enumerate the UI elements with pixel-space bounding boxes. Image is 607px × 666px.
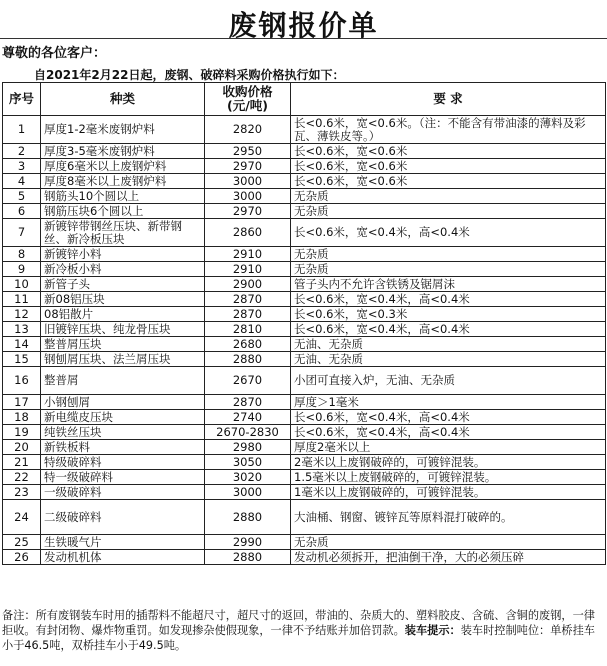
row-requirement: 厚度2毫米以上 xyxy=(291,440,606,455)
table-row xyxy=(3,440,606,455)
table-row xyxy=(3,189,606,204)
note-text: 备注：所有废钢装车时用的插帮料不能超尺寸，超尺寸的返回，带油的、杂质大的、塑料胶皮、含硫、含铜的废钢，一律拒收。有封闭物、爆炸物重罚。如发现掺杂使假现象，一律不予结账并加倍罚款。 xyxy=(2,609,595,637)
row-number: 17 xyxy=(3,395,41,410)
row-number: 6 xyxy=(3,204,41,219)
row-price: 3000 xyxy=(205,189,291,204)
row-price: 2870 xyxy=(205,292,291,307)
table-row xyxy=(3,204,606,219)
row-type: 特级破碎料 xyxy=(41,455,205,470)
row-requirement: 长<0.6米，宽<0.6米 xyxy=(291,159,606,174)
row-number: 9 xyxy=(3,262,41,277)
header-price: 收购价格 (元/吨) xyxy=(205,83,291,116)
row-type: 特一级破碎料 xyxy=(41,470,205,485)
page-title: 废钢报价单 xyxy=(228,9,379,42)
row-type: 生铁暖气片 xyxy=(41,535,205,550)
table-row xyxy=(3,307,606,322)
row-type: 新电缆皮压块 xyxy=(41,410,205,425)
table-header-row xyxy=(3,83,606,116)
row-price: 2880 xyxy=(205,352,291,367)
table-row xyxy=(3,322,606,337)
row-requirement: 发动机必须拆开，把油倒干净，大的必须压碎 xyxy=(291,550,606,565)
header-type: 种类 xyxy=(41,83,205,116)
table-row xyxy=(3,470,606,485)
row-price: 2990 xyxy=(205,535,291,550)
footer-note xyxy=(2,608,603,653)
row-requirement: 长<0.6米，宽<0.4米，高<0.4米 xyxy=(291,410,606,425)
row-type: 厚度3-5毫米废钢炉料 xyxy=(41,144,205,159)
row-requirement: 2毫米以上废钢破碎的，可镀锌混装。 xyxy=(291,455,606,470)
row-requirement: 厚度＞1毫米 xyxy=(291,395,606,410)
greeting: 尊敬的各位客户： xyxy=(2,46,107,61)
row-requirement: 长<0.6米，宽<0.6米。（注：不能含有带油漆的薄料及彩瓦、薄铁皮等。） xyxy=(291,116,606,144)
row-number: 20 xyxy=(3,440,41,455)
row-number: 1 xyxy=(3,116,41,144)
row-number: 21 xyxy=(3,455,41,470)
table-row xyxy=(3,277,606,292)
row-requirement: 长<0.6米，宽<0.3米 xyxy=(291,307,606,322)
row-number: 15 xyxy=(3,352,41,367)
row-price: 2810 xyxy=(205,322,291,337)
row-number: 25 xyxy=(3,535,41,550)
row-price: 2970 xyxy=(205,159,291,174)
intro-text: 自2021年2月22日起，废钢、破碎料采购价格执行如下： xyxy=(34,68,345,82)
row-price: 2820 xyxy=(205,116,291,144)
table-body xyxy=(3,116,606,565)
row-type: 发动机机体 xyxy=(41,550,205,565)
row-number: 12 xyxy=(3,307,41,322)
row-number: 19 xyxy=(3,425,41,440)
table-row xyxy=(3,535,606,550)
table-row xyxy=(3,174,606,189)
row-type: 钢刨屑压块、法兰屑压块 xyxy=(41,352,205,367)
header-no: 序号 xyxy=(3,83,41,116)
row-requirement: 大油桶、钢窗、镀锌瓦等原料混打破碎的。 xyxy=(291,500,606,535)
row-number: 23 xyxy=(3,485,41,500)
row-number: 5 xyxy=(3,189,41,204)
row-type: 新镀锌小料 xyxy=(41,247,205,262)
row-price: 2910 xyxy=(205,247,291,262)
row-requirement: 管子头内不允许含铁锈及锯屑沫 xyxy=(291,277,606,292)
row-price: 3000 xyxy=(205,174,291,189)
row-price: 2740 xyxy=(205,410,291,425)
row-type: 钢筋头10个圆以上 xyxy=(41,189,205,204)
row-requirement: 无油、无杂质 xyxy=(291,337,606,352)
tip-text: 装车时控制吨位：单桥挂车小于46.5吨，双桥挂车小于49.5吨。 xyxy=(2,624,595,652)
row-price: 2950 xyxy=(205,144,291,159)
row-requirement: 无杂质 xyxy=(291,262,606,277)
table-row xyxy=(3,550,606,565)
row-number: 4 xyxy=(3,174,41,189)
row-number: 14 xyxy=(3,337,41,352)
price-table xyxy=(2,82,606,565)
table-row xyxy=(3,144,606,159)
row-type: 整普屑压块 xyxy=(41,337,205,352)
row-requirement: 长<0.6米，宽<0.4米，高<0.4米 xyxy=(291,425,606,440)
row-price: 2900 xyxy=(205,277,291,292)
row-requirement: 无杂质 xyxy=(291,247,606,262)
row-number: 24 xyxy=(3,500,41,535)
row-type: 08铝散片 xyxy=(41,307,205,322)
row-type: 新镀锌带钢丝压块、新带钢丝、新冷板压块 xyxy=(41,219,205,247)
row-number: 11 xyxy=(3,292,41,307)
row-price: 2980 xyxy=(205,440,291,455)
row-type: 新铁板料 xyxy=(41,440,205,455)
row-type: 二级破碎料 xyxy=(41,500,205,535)
row-type: 纯铁丝压块 xyxy=(41,425,205,440)
row-type: 一级破碎料 xyxy=(41,485,205,500)
row-price: 3020 xyxy=(205,470,291,485)
row-number: 18 xyxy=(3,410,41,425)
row-type: 小钢刨屑 xyxy=(41,395,205,410)
row-number: 3 xyxy=(3,159,41,174)
tip-label: 装车提示： xyxy=(404,624,461,637)
row-price: 2860 xyxy=(205,219,291,247)
row-type: 钢筋压块6个圆以上 xyxy=(41,204,205,219)
row-number: 13 xyxy=(3,322,41,337)
row-price: 2880 xyxy=(205,500,291,535)
row-type: 新08铝压块 xyxy=(41,292,205,307)
table-row xyxy=(3,247,606,262)
row-price: 2970 xyxy=(205,204,291,219)
row-price: 2910 xyxy=(205,262,291,277)
row-type: 新冷板小料 xyxy=(41,262,205,277)
row-requirement: 1.5毫米以上废钢破碎的，可镀锌混装。 xyxy=(291,470,606,485)
row-number: 26 xyxy=(3,550,41,565)
table-row xyxy=(3,410,606,425)
row-requirement: 无油、无杂质 xyxy=(291,352,606,367)
row-price: 3000 xyxy=(205,485,291,500)
row-requirement: 小团可直接入炉，无油、无杂质 xyxy=(291,367,606,395)
table-row xyxy=(3,425,606,440)
row-requirement: 1毫米以上废钢破碎的，可镀锌混装。 xyxy=(291,485,606,500)
row-price: 2870 xyxy=(205,307,291,322)
row-price: 3050 xyxy=(205,455,291,470)
table-row xyxy=(3,500,606,535)
row-number: 7 xyxy=(3,219,41,247)
row-requirement: 无杂质 xyxy=(291,535,606,550)
row-price: 2670-2830 xyxy=(205,425,291,440)
row-price: 2680 xyxy=(205,337,291,352)
row-number: 8 xyxy=(3,247,41,262)
row-type: 厚度1-2毫米废钢炉料 xyxy=(41,116,205,144)
table-row xyxy=(3,219,606,247)
table-row xyxy=(3,116,606,144)
row-price: 2880 xyxy=(205,550,291,565)
table-row xyxy=(3,485,606,500)
table-row xyxy=(3,455,606,470)
divider xyxy=(0,38,607,39)
table-row xyxy=(3,352,606,367)
row-number: 16 xyxy=(3,367,41,395)
row-type: 厚度6毫米以上废钢炉料 xyxy=(41,159,205,174)
row-type: 旧镀锌压块、纯龙骨压块 xyxy=(41,322,205,337)
table-row xyxy=(3,159,606,174)
table-row xyxy=(3,395,606,410)
row-requirement: 长<0.6米，宽<0.4米，高<0.4米 xyxy=(291,292,606,307)
row-number: 10 xyxy=(3,277,41,292)
row-price: 2670 xyxy=(205,367,291,395)
row-type: 整普屑 xyxy=(41,367,205,395)
table-row xyxy=(3,292,606,307)
row-requirement: 长<0.6米，宽<0.6米 xyxy=(291,144,606,159)
row-requirement: 长<0.6米，宽<0.4米，高<0.4米 xyxy=(291,322,606,337)
row-requirement: 无杂质 xyxy=(291,189,606,204)
row-type: 厚度8毫米以上废钢炉料 xyxy=(41,174,205,189)
row-requirement: 无杂质 xyxy=(291,204,606,219)
row-requirement: 长<0.6米，宽<0.6米 xyxy=(291,174,606,189)
table-row xyxy=(3,367,606,395)
row-number: 22 xyxy=(3,470,41,485)
table-row xyxy=(3,262,606,277)
row-number: 2 xyxy=(3,144,41,159)
row-price: 2870 xyxy=(205,395,291,410)
header-requirement: 要 求 xyxy=(291,83,606,116)
row-requirement: 长<0.6米，宽<0.4米，高<0.4米 xyxy=(291,219,606,247)
table-row xyxy=(3,337,606,352)
row-type: 新管子头 xyxy=(41,277,205,292)
